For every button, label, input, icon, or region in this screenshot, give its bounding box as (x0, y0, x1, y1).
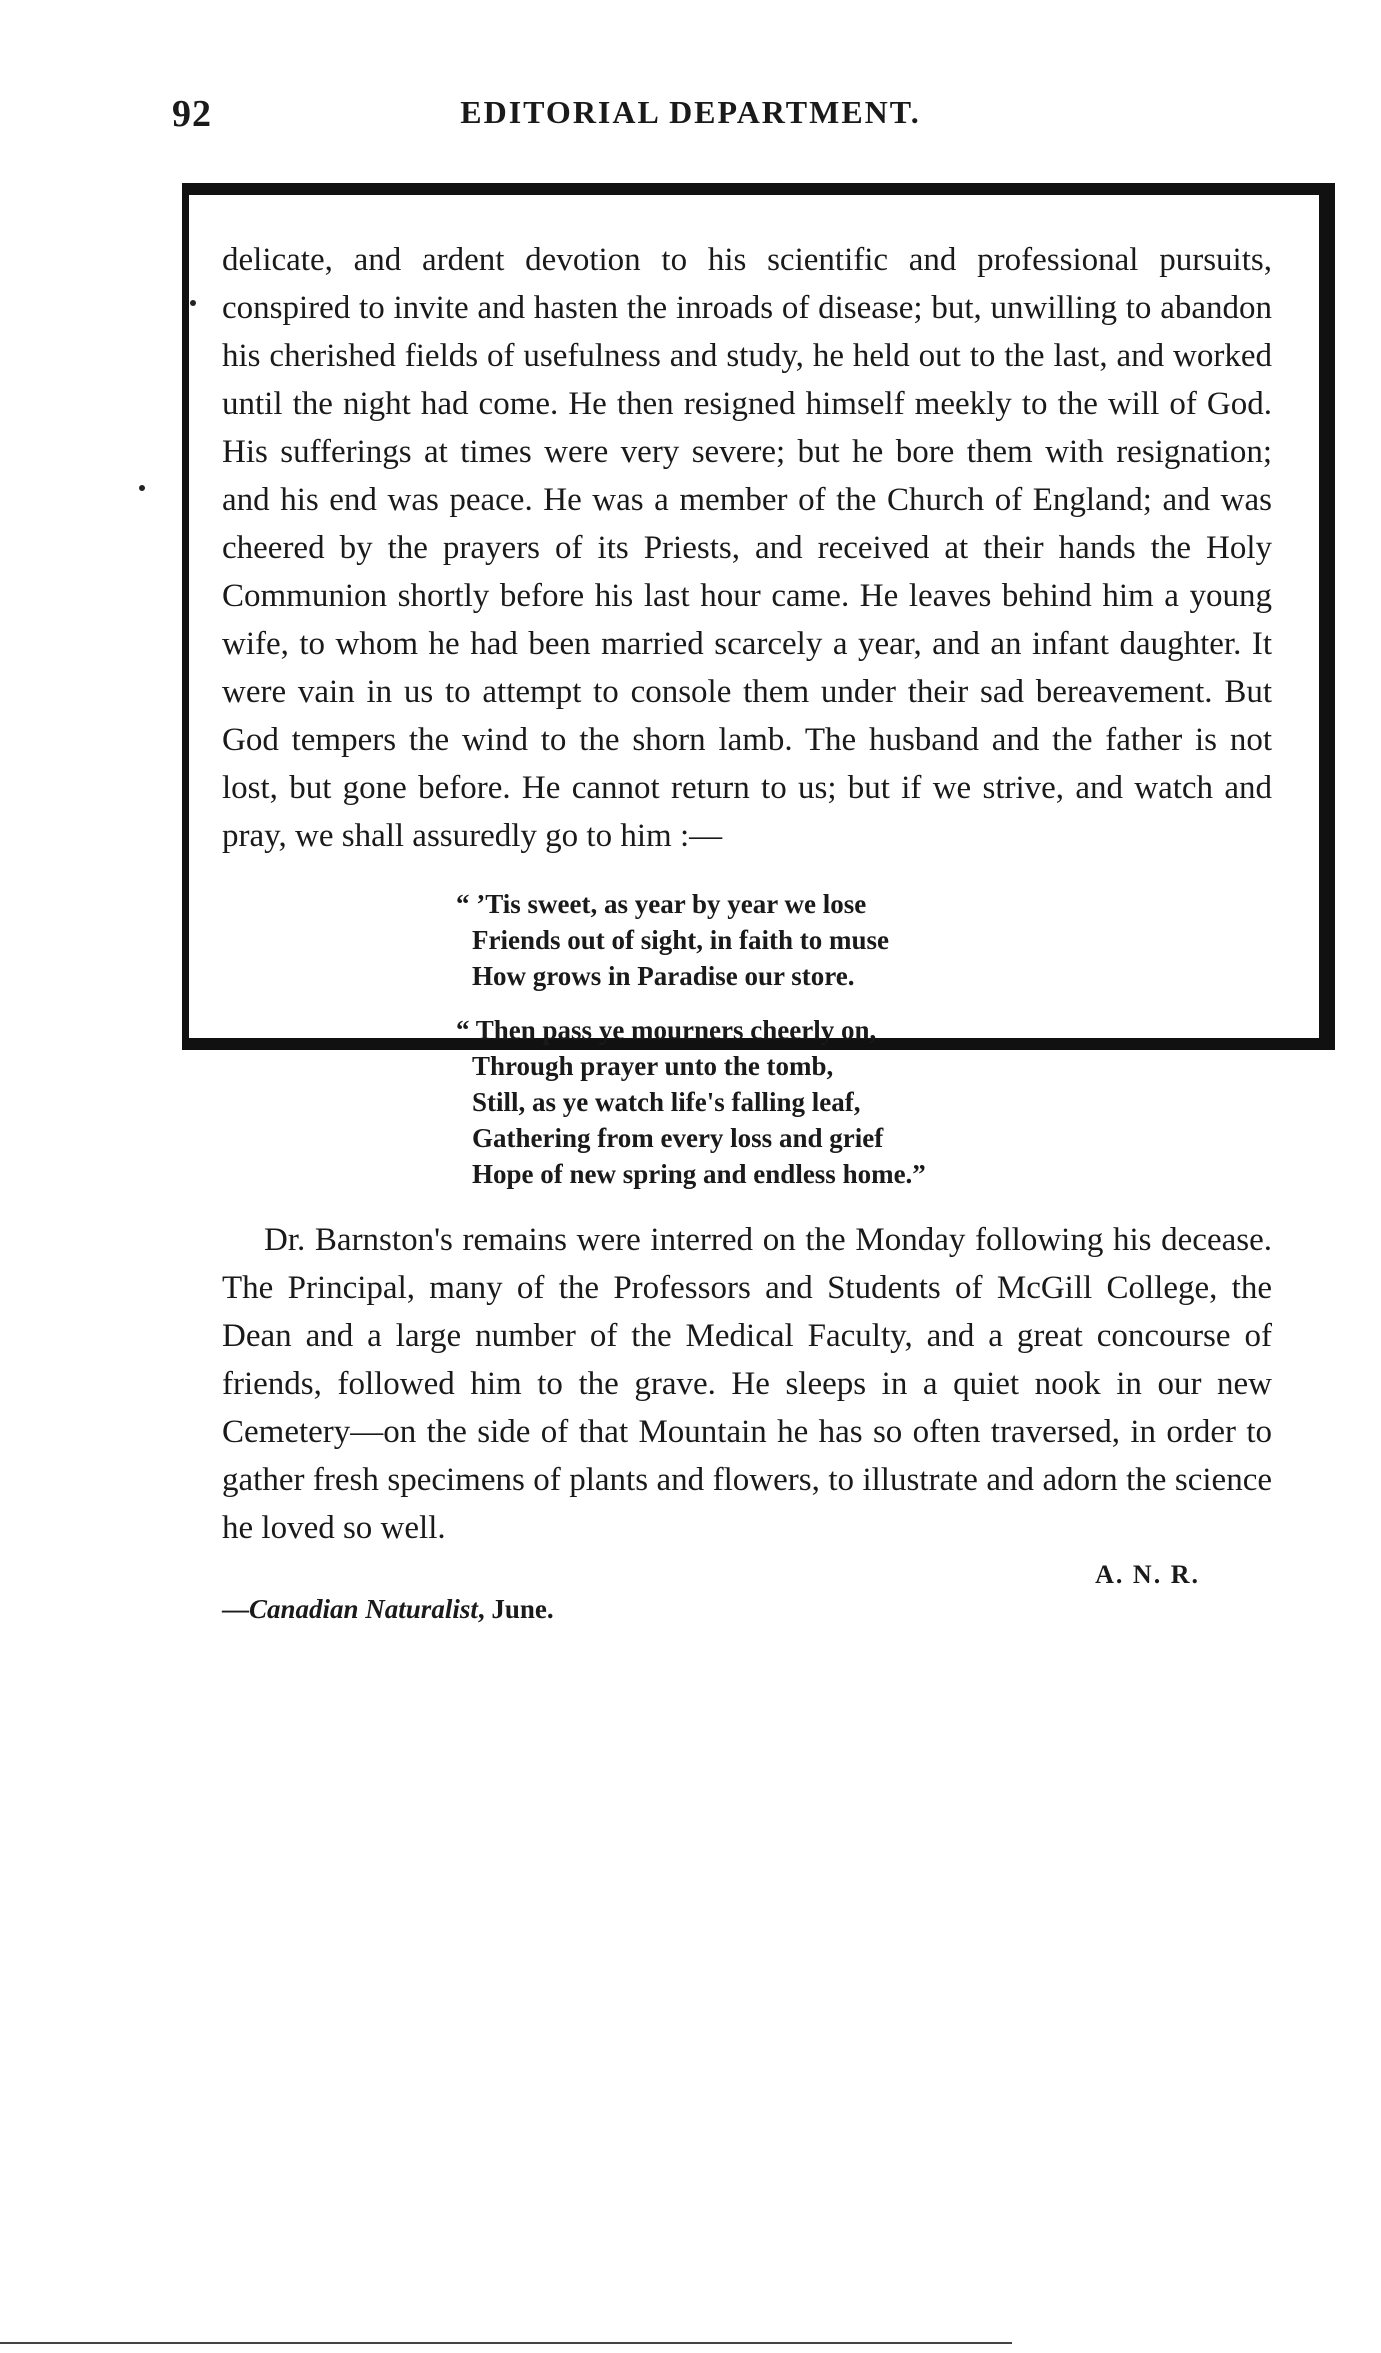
poem-line: Through prayer unto the tomb, (472, 1051, 834, 1081)
ink-speck (139, 485, 145, 491)
poem-line: Gathering from every loss and grief (472, 1123, 884, 1153)
poem-line: Hope of new spring and endless home.” (472, 1159, 926, 1189)
poem-line: Still, as ye watch life's falling leaf, (472, 1087, 861, 1117)
poem-line: “ Then pass ye mourners cheerly on, (456, 1015, 877, 1045)
running-head (0, 92, 1381, 136)
poem-line: “ ’Tis sweet, as year by year we lose (456, 889, 867, 919)
page-number: 92 (172, 93, 212, 135)
citation-dash: — (222, 1594, 249, 1624)
paragraph-1: delicate, and ardent devotion to his scientific and professional pursuits, conspired to invite and hasten the inroads of disease; but, unwilling to abandon his cherished fields of usefulness and study, he held out to the last, and worked until the night had come. He then resigned himself meekly to the will of God. His sufferings at times were very severe; but he bore them with resignation; and his end was peace. He was a member of the Church of England; and was cheered by the prayers of its Priests, and received at their hands the Holy Communion shortly before his last hour came. He leaves behind him a young wife, to whom he had been married scarcely a year, and an infant daughter. It were vain in us to attempt to console them under their sad bereavement. But God tempers the wind to the shorn lamb. The husband and the father is not lost, but gone before. He cannot return to us; but if we strive, and watch and pray, we shall assuredly go to him :— (222, 242, 1272, 854)
paragraph-2: Dr. Barnston's remains were interred on the Monday following his decease. The Principal, many of the Professors and Students of McGill College, the Dean and a large number of the Medical Faculty, and a great concourse of friends, followed him to the grave. He sleeps in a quiet nook in our new Cemetery—on the side of that Mountain he has so often traversed, in order to gather fresh specimens of plants and flowers, to illustrate and adorn the science he loved so well. (222, 1222, 1272, 1546)
poem-stanza-1 (456, 886, 1272, 994)
scan-edge-line (0, 2342, 1012, 2344)
author-initials: A. N. R. (1095, 1560, 1200, 1589)
poem-line: Friends out of sight, in faith to muse (472, 925, 890, 955)
article-body (222, 236, 1272, 1660)
signature-block (222, 1560, 1272, 1660)
poem-stanza-2 (456, 1012, 1272, 1192)
ink-speck (190, 300, 196, 306)
poem-line: How grows in Paradise our store. (472, 961, 855, 991)
running-title: EDITORIAL DEPARTMENT. (460, 94, 921, 130)
poem-quotation (456, 886, 1272, 1192)
source-citation (222, 1594, 554, 1625)
citation-date: , June. (477, 1594, 554, 1624)
citation-source: Canadian Naturalist (249, 1594, 478, 1624)
